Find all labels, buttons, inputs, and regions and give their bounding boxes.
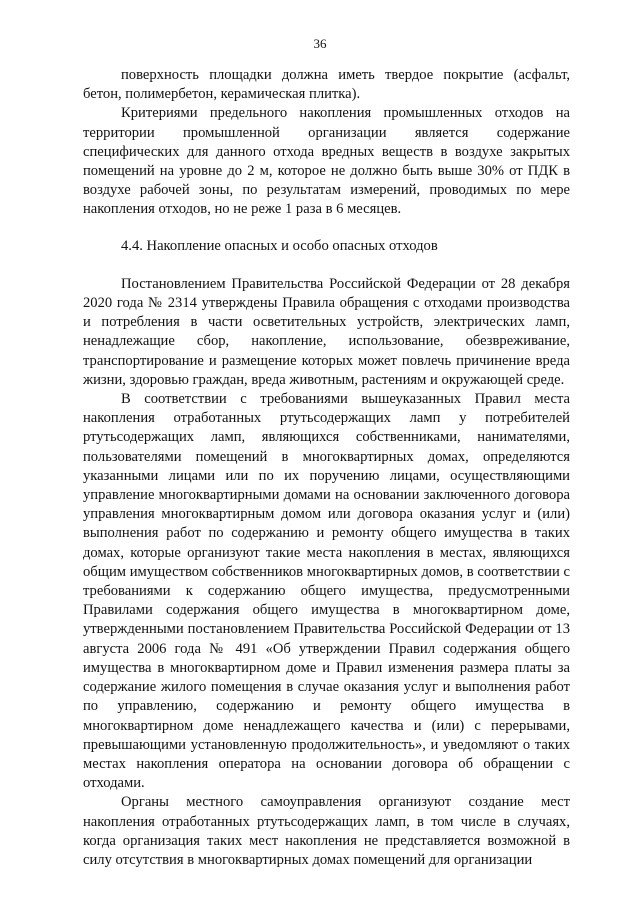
paragraph-accumulation-criteria: Критериями предельного накопления промышленных отходов на территории промышленной организации является содержание специфических для данного отхода вредных веществ в воздухе закрытых помещений на уровне до 2 м, которое не должно быть выше 30% от ПДК в воздухе рабочей зоны, по результатам измерений, проводимых по мере накопления отходов, но не реже 1 раза в 6 месяцев. <box>83 105 570 218</box>
paragraph-government-decree: Постановлением Правительства Российской Федерации от 28 декабря 2020 года № 2314 утверждены Правила обращения с отходами производства и потребления в части осветительных устройств, электрических ламп, ненадлежащие сбор, накопление, использование, обезвреживание, транспортирование и размещение которых может повлечь причинение вреда жизни, здоровью граждан, вреда животным, растениям и окружающей среде. <box>83 275 570 388</box>
paragraph-surface-requirement: поверхность площадки должна иметь твердое покрытие (асфальт, бетон, полимербетон, керамическая плитка). <box>83 67 570 103</box>
paragraph-mercury-lamp-rules: В соответствии с требованиями вышеуказанных Правил места накопления отработанных ртутьсодержащих ламп у потребителей ртутьсодержащих ламп, являющихся собственниками, нанимателями, пользователями помещений в многоквартирных домах, определяются указанными лицами или по их поручению лицами, осуществляющими управление многоквартирными домами на основании заключенного договора управления многоквартирным домом или договора оказания услуг и (или) выполнения работ по содержанию и ремонту общего имущества в таких домах, которые организуют такие места накопления в местах, являющихся общим имуществом собственников многоквартирных домов, в соответствии с требованиями к содержанию общего имущества, предусмотренными Правилами содержания общего имущества в многоквартирном доме, утвержденными постановлением Правительства Российской Федерации от 13 августа 2006 года № 491 «Об утверждении Правил содержания общего имущества в многоквартирном доме и Правил изменения размера платы за содержание жилого помещения в случае оказания услуг и выполнения работ по управлению, содержанию и ремонту общего имущества в многоквартирном доме ненадлежащего качества и (или) с перерывами, превышающими установленную продолжительность», и уведомляют о таких местах накопления оператора на основании договора об обращении с отходами. <box>83 391 570 792</box>
page-number: 36 <box>313 36 327 51</box>
paragraph-local-government: Органы местного самоуправления организуют создание мест накопления отработанных ртутьсодержащих ламп, в том числе в случаях, когда организация таких мест накопления не представляется возможной в силу отсутствия в многоквартирных домах помещений для организации <box>83 794 570 868</box>
section-heading: 4.4. Накопление опасных и особо опасных отходов <box>121 237 438 254</box>
document-body <box>83 66 570 870</box>
